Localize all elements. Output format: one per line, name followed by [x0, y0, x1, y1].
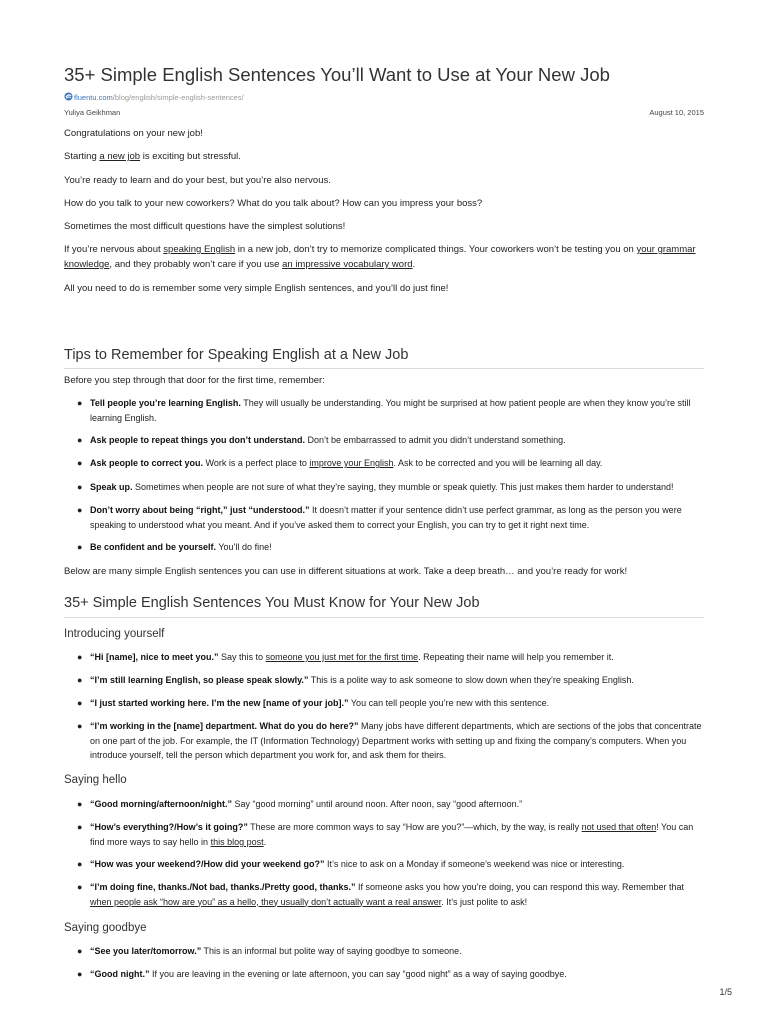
- link-vocabulary-word[interactable]: an impressive vocabulary word: [282, 259, 413, 270]
- tips-lead: Before you step through that door for the first time, remember:: [64, 375, 325, 386]
- sentences-heading: 35+ Simple English Sentences You Must Know for Your New Job: [64, 595, 480, 611]
- fluentu-logo-icon: [64, 92, 73, 101]
- list-item: ● Tell people you’re learning English. They will usually be understanding. You might be surprised at how patient people are when they know you’re still learning English.: [77, 398, 691, 423]
- source-domain[interactable]: fluentu.com: [74, 93, 113, 102]
- link-not-used-often[interactable]: not used that often: [581, 822, 657, 832]
- link-someone-met[interactable]: someone you just met for the first time: [265, 652, 419, 662]
- article-title: 35+ Simple English Sentences You’ll Want to Use at Your New Job: [64, 64, 610, 85]
- link-real-answer[interactable]: when people ask “how are you” as a hello, they usually don’t actually want a real answer: [90, 896, 442, 907]
- tips-heading: Tips to Remember for Speaking English at a New Job: [64, 347, 409, 363]
- bullet-icon: ●: [77, 882, 83, 892]
- source-url[interactable]: [64, 92, 704, 104]
- list-item: ● “Good night.” If you are leaving in the evening or late afternoon, you can say “good night” as a way of saying goodbye.: [90, 967, 704, 982]
- list-item: ● Don’t worry about being “right,” just “understood.” It doesn’t matter if your sentence didn’t use perfect grammar, as long as the person you were speaking to understood what you meant. And if you’ve asked them to correct your English, you can try to get it right next time.: [77, 505, 682, 530]
- link-this-blog-post[interactable]: this blog post: [210, 836, 264, 847]
- link-grammar-knowledge[interactable]: your grammar knowledge: [64, 244, 696, 270]
- list-item: ● “How was your weekend?/How did your weekend go?” It’s nice to ask on a Monday if someone’s weekend was nice or interesting.: [90, 857, 704, 872]
- intro-paragraph: You’re ready to learn and do your best, but you’re also nervous.: [64, 175, 331, 186]
- subheading-goodbye: Saying goodbye: [64, 922, 147, 934]
- bullet-icon: ●: [77, 435, 83, 445]
- bullet-icon: ●: [77, 458, 83, 468]
- bullet-icon: ●: [77, 398, 83, 408]
- page-number: 1/5: [719, 987, 732, 997]
- bullet-icon: ●: [77, 969, 83, 979]
- author-name: Yuliya Geikhman: [64, 108, 121, 117]
- link-speaking-english[interactable]: speaking English: [163, 244, 236, 255]
- list-item: ● “How’s everything?/How’s it going?” These are more common ways to say “How are you?”—which, by the way, is really not used that often! You can find more ways to say hello in this blog post.: [77, 822, 694, 847]
- list-item: ● “See you later/tomorrow.” This is an informal but polite way of saying goodbye to someone.: [90, 944, 704, 959]
- list-item: ● “Good morning/afternoon/night.” Say “good morning” until around noon. After noon, say “good afternoon.”: [90, 797, 704, 812]
- list-item: ● Ask people to correct you. Work is a perfect place to improve your English. Ask to be corrected and you will be learning all day.: [90, 456, 704, 471]
- bullet-icon: ●: [77, 721, 83, 731]
- list-item: ● Ask people to repeat things you don’t understand. Don’t be embarrassed to admit you didn’t understand something.: [90, 433, 704, 448]
- list-item: ● “I’m working in the [name] department. What do you do here?” Many jobs have different departments, which are sections of the jobs that concentrate on one part of the job. For example, the IT (Information Technology) Department works with setting up and fixing the company’s computers. When you introduce yourself, tell the person which department you work for, and ask them for theirs.: [77, 721, 702, 760]
- divider: [64, 617, 704, 618]
- link-improve-english[interactable]: improve your English: [309, 458, 394, 468]
- intro-paragraph: Sometimes the most difficult questions have the simplest solutions!: [64, 221, 346, 232]
- bullet-icon: ●: [77, 859, 83, 869]
- bullet-icon: ●: [77, 946, 83, 956]
- bullet-icon: ●: [77, 482, 83, 492]
- bullet-icon: ●: [77, 698, 83, 708]
- bullet-icon: ●: [77, 799, 83, 809]
- divider: [64, 368, 704, 369]
- list-item: ● “I’m still learning English, so please speak slowly.” This is a polite way to ask someone to slow down when they’re speaking English.: [90, 673, 704, 688]
- bullet-icon: ●: [77, 675, 83, 685]
- intro-paragraph: Congratulations on your new job!: [64, 128, 203, 139]
- list-item: ● Be confident and be yourself. You’ll do fine!: [90, 540, 704, 555]
- byline: [64, 107, 704, 119]
- link-new-job[interactable]: a new job: [99, 151, 141, 162]
- tips-closing: Below are many simple English sentences you can use in different situations at work. Take a deep breath… and you’re ready for work!: [64, 566, 628, 577]
- intro-paragraph: Starting a new job is exciting but stressful.: [64, 151, 241, 162]
- list-item: ● “I just started working here. I’m the new [name of your job].” You can tell people you’re new with this sentence.: [90, 696, 704, 711]
- publish-date: August 10, 2015: [649, 108, 704, 117]
- subheading-introducing: Introducing yourself: [64, 628, 165, 640]
- subheading-hello: Saying hello: [64, 774, 127, 786]
- bullet-icon: ●: [77, 652, 83, 662]
- intro-paragraph: If you’re nervous about speaking English in a new job, don’t try to memorize complicated things. Your coworkers won’t be testing you on your grammar knowledge, and they probably won’t care if you use an impressive vocabulary word.: [64, 244, 696, 270]
- intro-paragraph: How do you talk to your new coworkers? What do you talk about? How can you impress your boss?: [64, 198, 483, 209]
- bullet-icon: ●: [77, 505, 83, 515]
- list-item: ● “Hi [name], nice to meet you.” Say this to someone you just met for the first time. Repeating their name will help you remember it.: [90, 650, 704, 665]
- bullet-icon: ●: [77, 542, 83, 552]
- source-path[interactable]: /blog/english/simple-english-sentences/: [112, 93, 244, 102]
- list-item: ● Speak up. Sometimes when people are not sure of what they’re saying, they mumble or speak quietly. This just makes them harder to understand!: [90, 480, 704, 495]
- intro-paragraph: All you need to do is remember some very simple English sentences, and you’ll do just fine!: [64, 283, 449, 294]
- bullet-icon: ●: [77, 822, 83, 832]
- list-item: ● “I’m doing fine, thanks./Not bad, thanks./Pretty good, thanks.” If someone asks you how you’re doing, you can respond this way. Remember that when people ask “how are you” as a hello, they usually don’t actually want a real answer. It’s just polite to ask!: [77, 882, 685, 907]
